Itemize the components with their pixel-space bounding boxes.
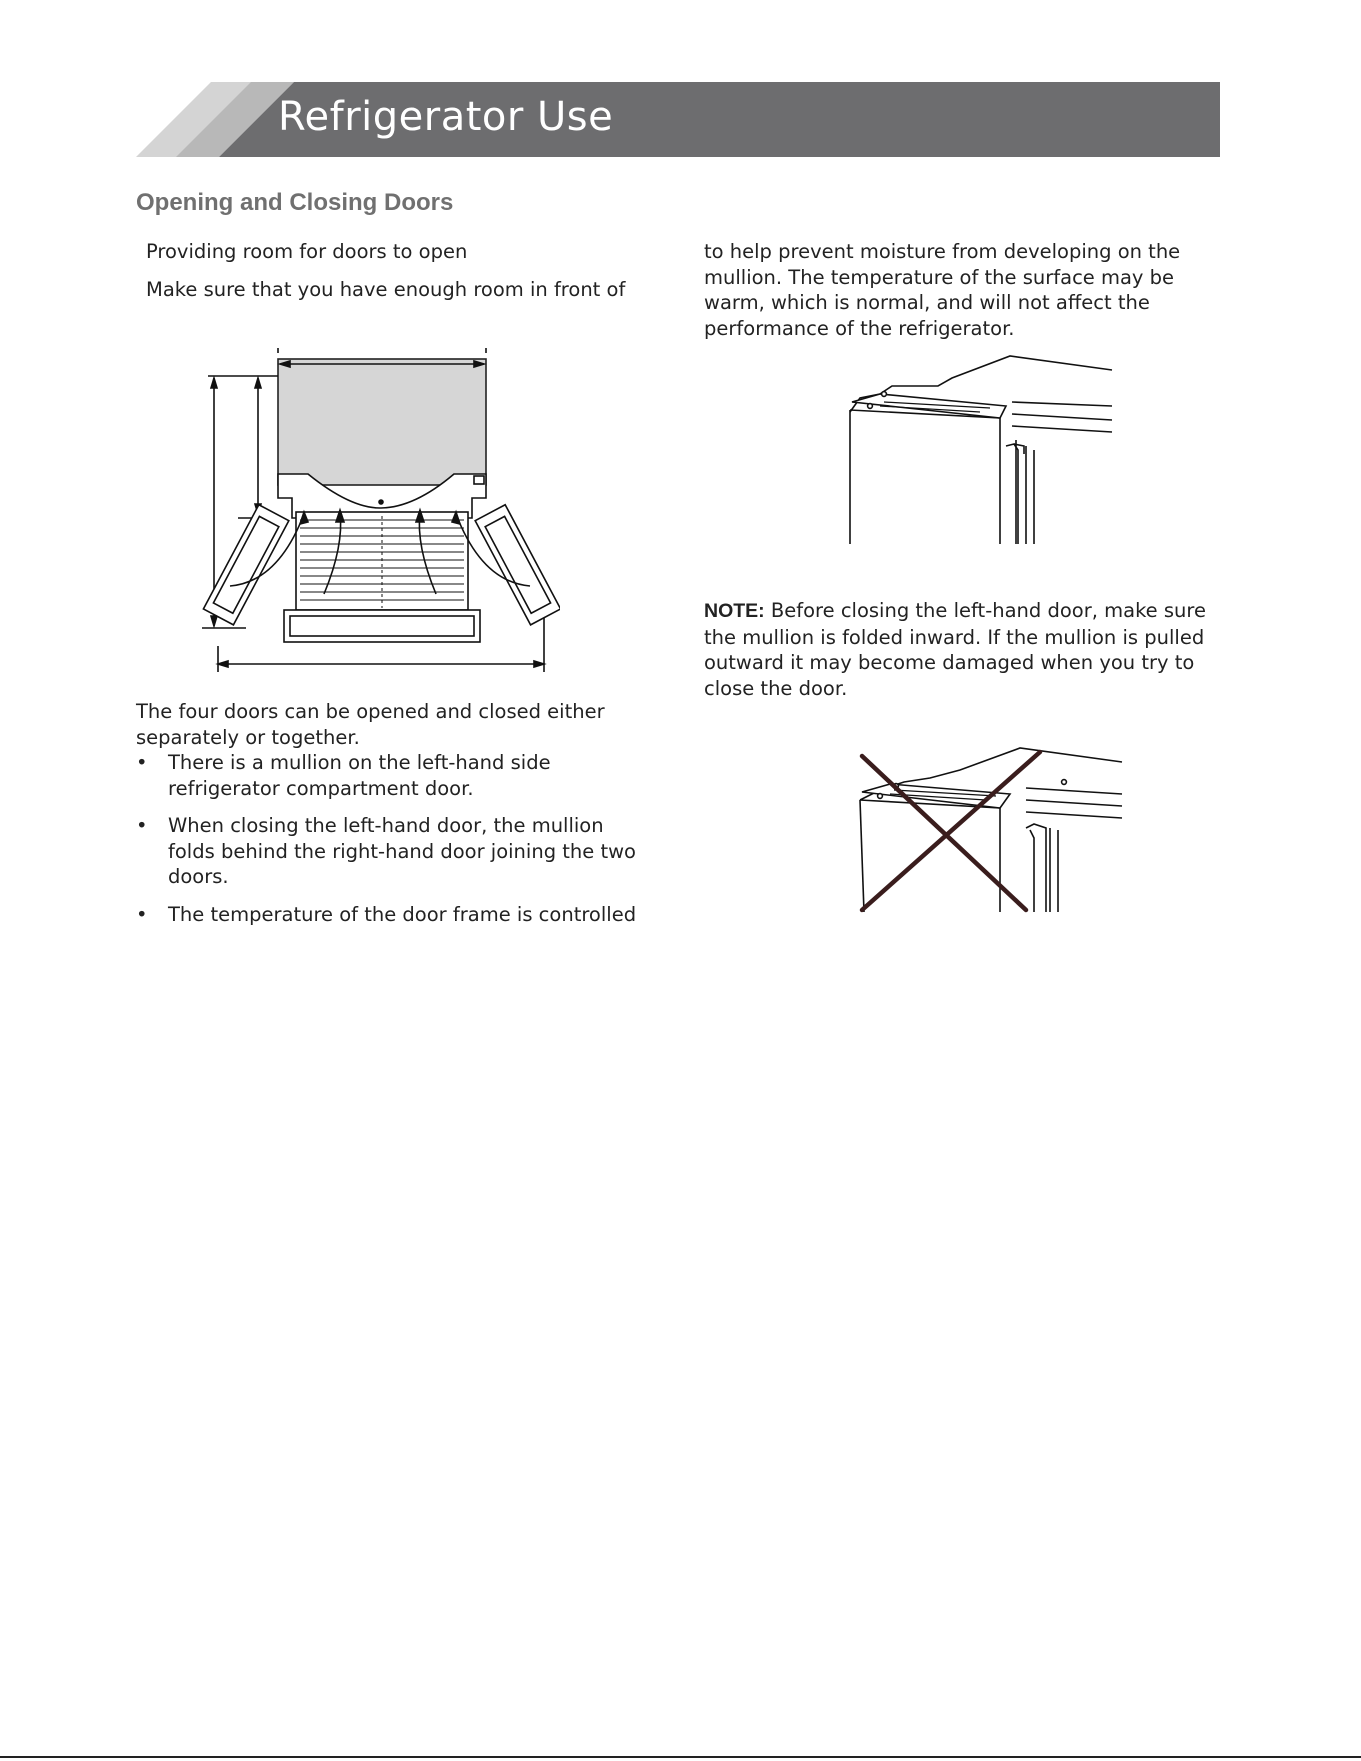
page-bottom-rule (0, 1756, 1361, 1758)
freezer-drawer (284, 610, 480, 642)
right-line-3: warm, which is normal, and will not affect the (704, 291, 1150, 314)
lead-line-1: The four doors can be opened and closed either (136, 700, 605, 723)
right-line-4: performance of the refrigerator. (704, 316, 1015, 340)
note-paragraph (704, 598, 1244, 701)
bullet-1-line-1: There is a mullion on the left-hand side (168, 751, 551, 774)
right-line-2: mullion. The temperature of the surface may be (704, 265, 1175, 289)
note-label: NOTE: (704, 600, 765, 622)
bullet-2-line-3: doors. (168, 865, 229, 888)
wrong-x-mark (862, 752, 1040, 910)
door-clearance-drawing (200, 346, 560, 676)
note-line-1: Before closing the left-hand door, make sure (764, 599, 1206, 622)
list-item (136, 813, 666, 890)
mullion-outward-drawing (850, 742, 1130, 914)
bullet-3-line-1: The temperature of the door frame is controlled (168, 902, 637, 926)
cabinet-body (278, 359, 486, 485)
continuation-paragraph (704, 239, 1234, 341)
list-item (136, 902, 666, 928)
right-line-1: to help prevent moisture from developing on the (704, 240, 1181, 263)
right-column (704, 239, 1234, 341)
note-line-2: the mullion is folded inward. If the mullion is pulled (704, 625, 1205, 649)
bullet-symbol: • (136, 751, 148, 774)
header-banner (136, 82, 1220, 157)
intro-subheading: Providing room for doors to open (146, 240, 468, 263)
door-clearance-diagram (200, 346, 560, 676)
bullet-2-line-1: When closing the left-hand door, the mullion (168, 814, 604, 837)
left-column (136, 699, 666, 927)
section-title: Opening and Closing Doors (136, 189, 454, 216)
lead-paragraph (136, 699, 666, 750)
list-item (136, 750, 666, 801)
left-door-open (203, 505, 288, 625)
note-line-4: close the door. (704, 676, 848, 700)
mullion-outward-illustration (850, 742, 1130, 914)
mullion-folded-drawing (840, 354, 1120, 546)
bullet-1-line-2: refrigerator compartment door. (168, 776, 474, 800)
page-title: Refrigerator Use (278, 94, 614, 140)
bullet-list (136, 750, 666, 927)
intro-text: Make sure that you have enough room in front of (146, 278, 626, 301)
right-door-open (475, 505, 560, 625)
lead-line-2: separately or together. (136, 725, 360, 749)
note-line-3: outward it may become damaged when you try to (704, 651, 1195, 674)
bullet-symbol: • (136, 814, 148, 837)
bullet-2-line-2: folds behind the right-hand door joining the two (168, 839, 636, 863)
bullet-symbol: • (136, 902, 148, 926)
mullion-folded-illustration (840, 354, 1120, 546)
